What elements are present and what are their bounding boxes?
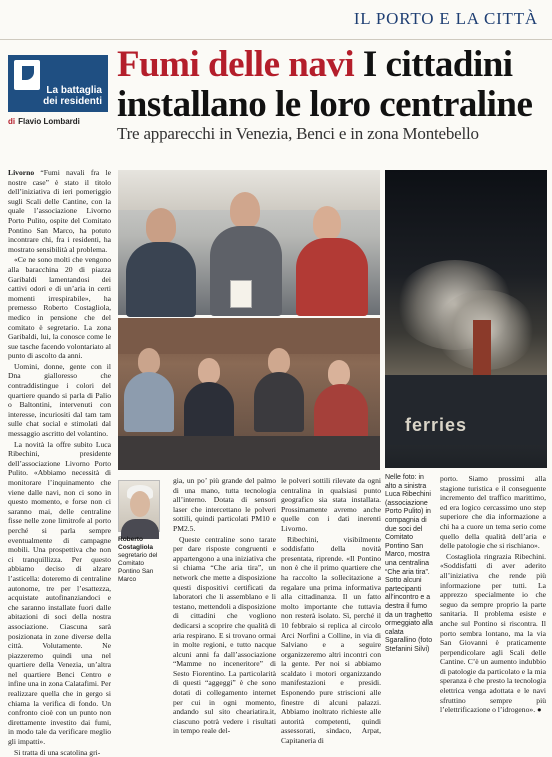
ship-label: ferries	[405, 415, 468, 435]
person-head	[268, 348, 290, 374]
portrait-roberto-costagliola	[118, 480, 160, 532]
badge-line-1: La battaglia	[46, 85, 102, 96]
byline-prefix: di	[8, 117, 16, 126]
article-column-3	[281, 476, 381, 746]
byline-author: Flavio Lombardi	[18, 117, 80, 126]
portrait-caption	[118, 536, 166, 584]
photo-meeting-participants	[118, 318, 380, 470]
badge-line-2: dei residenti	[43, 96, 102, 107]
person-body	[184, 382, 234, 442]
person-body	[124, 372, 174, 432]
person-head	[198, 358, 220, 384]
paragraph: porto. Siamo prossimi alla stagione turistica e il conseguente incremento del traffico marittimo, ed era logico cercassimo uno step superiore che dia informazione a chi ha a cuore un tema serio come quello della qualità dell’aria e delle patologie che si rischiano».	[440, 474, 546, 551]
section-header	[0, 0, 552, 40]
paragraph: Queste centraline sono tarate per dare risposte congruenti e appartengono a una iniziativa che si chiama “Che aria tira”, un network che mette a disposizione questi dispositivi certificati da laboratori che li assemblano e li testano, mettendoli a disposizione di cittadini che vogliono dedicarsi a scoprire che qualità di aria respirano. E si trovano ormai in molte regioni, e tutto nacque alcuni anni fa dall’associazione “Mamme no inceneritore” di Sesto Fiorentino. La particolarità di questi “aggeggi” è che sono dotati di collegamento internet per cui in ogni momento, andando sul sito cheariatira.it, ciascuno potrà vedere i risultati in tempo reale del-	[173, 534, 276, 736]
person-head	[146, 208, 176, 244]
paragraph-text: “Fumi navali fra le nostre case” è stato il titolo dell’iniziativa di ieri pomeriggio sugli Scali delle Cantine, con la quale l’associazione Livorno Porto Pulito, ospite del Comitato Pontino San Marco, ha potuto incontrare chi, fra i residenti, ha mostrato sensibilità al problema.	[8, 168, 111, 254]
badge-text	[40, 85, 102, 107]
paragraph: Uomini, donne, gente con il Dna gialloresso che contraddistingue i colori del quartiere quando si parla di Palio o Baltontini, intervenuti con interesse, incuriositi dal tam tam sulle chat social e stimolati dal messaggio ascritto del volantino.	[8, 361, 111, 439]
article-column-2	[173, 476, 276, 736]
headline-black: I cittadini installano le loro centraline	[117, 44, 533, 125]
air-sensor-box	[230, 280, 252, 308]
dateline: Livorno	[8, 168, 35, 177]
paragraph: Ribechini, visibilmente soddisfatto della novità presentata, riprende. «Il Pontino non è che il primo quartiere che ha raccolto la sollecitazione a regalare una prima informativa alla cittadinanza. Il un fatto molto importante che tuttavia non resterà isolato. Sì, perché il 10 febbraio si replica al circolo Arci Norfini a Colline, in via di Salviano e a seguire organizzeremo altri incontri con la gente. Per noi si abbiamo scaldato i motori organizzando manifestazioni e presidi. Esponendo pure striscioni alle finestre di alcuni palazzi. Abbiamo inoltrato richieste alle autorità competenti, quindi assessorati, sindaco, Arpat, Capitaneria di	[281, 534, 381, 746]
paragraph: La novità la offre subito Luca Ribechini, presidente dell’associazione Livorno Porto Pulito. «Abbiamo necessità di monitorare l’inquinamento che viene dalle navi, non ci sono in questo momento, e forse non ci saranno mai, delle centraline fisse nelle zone limitrofe al porto perché si parla sempre eventualmente di campagne mobili. Una prospettiva che non ci tranquillizza. Per questo abbiamo deciso di alzare l’asticella: doteremo di centraline autonome, tre per l’esattezza, acquistate autofinanziandoci e che saranno installate fuori dalle abitazioni di soci della nostra associazione. Ciascuna sarà posizionata in zone diverse della città. Volutamente. Ne piazzeremo quindi una nel quartiere della Venezia, un’altra nel quartiere Benci Centro e infine una in zona Calatafimi. Per realizzare quella che in gergo si chiama la verifica di fondo. Un confronto cioè con un punto non direttamente investito dai fumi, in modo tale da verificare meglio gli impatti».	[8, 439, 111, 747]
photo-three-residents-with-sensor	[118, 170, 380, 315]
person-body	[254, 372, 304, 432]
portrait-caption-name: Roberto Costagliola	[118, 536, 154, 551]
person-head	[230, 192, 260, 228]
paragraph: «Ce ne sono molti che vengono alla baracchina 20 di piazza Garibaldi lamentandosi dei cattivi odori e di un’aria in certi momenti irrespirabile», ha premesso Roberto Costagliola, medico in pensione che del comitato è segretario. La zona Garibaldi, lui, la conosce come le sue tasche facendo volontariato al punto di ascolto da anni.	[8, 255, 111, 361]
photo-ferry-smoke	[385, 170, 547, 468]
paragraph: le polveri sottili rilevate da ogni centralina in qualsiasi punto geografico sia stata installata. Prossimamente avremo anche quelle con i dati inerenti Livorno.	[281, 476, 381, 533]
paragraph	[8, 168, 111, 254]
headline	[117, 45, 547, 125]
person-head	[138, 348, 160, 374]
subheadline: Tre apparecchi in Venezia, Benci e in zona Montebello	[117, 124, 479, 143]
article-column-4	[440, 474, 546, 720]
newspaper-logo-icon	[14, 60, 40, 90]
ship-funnel	[473, 320, 491, 380]
person-body	[314, 384, 368, 444]
person-body	[126, 242, 196, 317]
person-head	[313, 206, 341, 240]
section-title: IL PORTO E LA CITTÀ	[353, 9, 538, 28]
article-column-1	[8, 168, 111, 757]
portrait-caption-role: segretario del Comitato Pontino San Marco	[118, 552, 158, 583]
paragraph: Costagliola ringrazia Ribechini. «Soddisfatti di aver aderito all’iniziativa che rende più informazione per tutti. La apprezzo specialmente io che seguo da sempre proprio la parte sanitaria. Il problema esiste e anche sul Pontino si riscontra. Il porto sembra lontano, ma la via San Giovanni è praticamente perpendicolare agli Scali delle Cantine. C’è un aumento indubbio di patologie da particolato e la mia speranza è che presto la tecnologia elettrica venga adottata e le navi sfruttino sempre più l’elettrificazione o l’idrogeno». ●	[440, 551, 546, 715]
photo-caption: Nelle foto: in alto a sinistra Luca Ribechini (associazione Porto Pulito) in compagnia di due soci del Comitato Pontino San Marco, mostra una centralina “Che aria tira”. Sotto alcuni partecipanti all’incontro e a destra il fumo da un traghetto ormeggiato alla calata Sgarallino (foto Stefanini Silvi)	[385, 474, 433, 653]
person-body	[296, 238, 368, 316]
paragraph: gia, un po’ più grande del palmo di una mano, tutta tecnologia all’interno. Dotata di sensori laser che intercettano le polveri sottili, quindi particolati PM10 e PM2.5.	[173, 476, 276, 533]
person-head	[328, 360, 350, 386]
portrait-face	[130, 491, 150, 517]
paragraph: Si tratta di una scatolina gri-	[14, 747, 101, 757]
headline-red: Fumi delle navi	[117, 44, 355, 85]
byline	[8, 117, 80, 126]
series-badge	[8, 55, 108, 112]
